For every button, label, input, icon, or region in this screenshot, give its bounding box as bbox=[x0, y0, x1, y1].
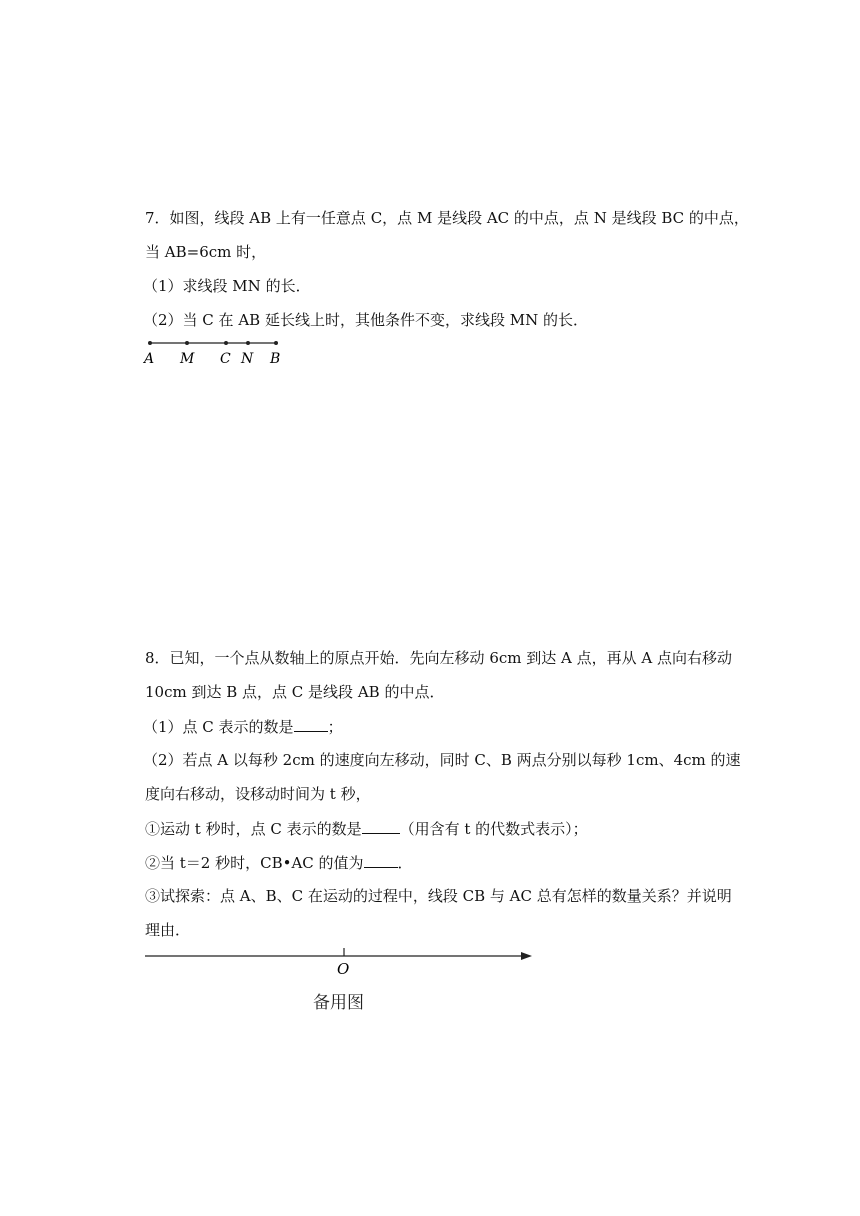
q8-sub1-text: ①运动 t 秒时，点 C 表示的数是 bbox=[145, 820, 362, 838]
spare-figure-caption: 备用图 bbox=[313, 993, 364, 1013]
q8-sub2-text: ②当 t＝2 秒时，CB•AC 的值为 bbox=[145, 854, 364, 872]
point-c-dot bbox=[224, 341, 228, 345]
q8-sub2-end: ． bbox=[397, 854, 413, 872]
q8-part2-line2: 度向右移动，设移动时间为 t 秒， bbox=[145, 785, 371, 803]
q8-sub3-line1: ③试探索：点 A、B、C 在运动的过程中，线段 CB 与 AC 总有怎样的数量关系？并说明 bbox=[145, 887, 732, 905]
q8-stem-line2: 10cm 到达 B 点，点 C 是线段 AB 的中点． bbox=[145, 683, 445, 701]
label-n: N bbox=[241, 351, 254, 367]
q7-part1: （1）求线段 MN 的长． bbox=[143, 277, 311, 295]
q7-stem-line2: 当 AB=6cm 时， bbox=[145, 243, 267, 261]
q8-sub3-line2: 理由． bbox=[145, 921, 191, 939]
point-m-dot bbox=[185, 341, 189, 345]
q8-sub1-end: （用含有 t 的代数式表示）； bbox=[399, 820, 588, 838]
answer-blank-1[interactable] bbox=[294, 716, 328, 732]
q8-sub2 bbox=[145, 852, 413, 873]
label-c: C bbox=[220, 351, 231, 367]
q7-part2: （2）当 C 在 AB 延长线上时，其他条件不变，求线段 MN 的长． bbox=[143, 311, 588, 329]
answer-blank-2[interactable] bbox=[362, 818, 400, 834]
arrow-right-icon bbox=[521, 952, 532, 960]
answer-blank-3[interactable] bbox=[364, 852, 398, 868]
q7-segment-figure bbox=[140, 334, 300, 370]
q8-part1-end: ； bbox=[327, 718, 343, 736]
q7-stem-line1: 7．如图，线段 AB 上有一任意点 C，点 M 是线段 AC 的中点，点 N 是线段 BC 的中点， bbox=[145, 209, 749, 227]
label-m: M bbox=[180, 351, 195, 367]
label-a: A bbox=[144, 351, 155, 367]
origin-label: O bbox=[337, 960, 350, 978]
q8-part2-line1: （2）若点 A 以每秒 2cm 的速度向左移动，同时 C、B 两点分别以每秒 1cm、4cm 的速 bbox=[143, 751, 741, 769]
point-a-dot bbox=[148, 341, 152, 345]
point-b-dot bbox=[274, 341, 278, 345]
label-b: B bbox=[270, 351, 281, 367]
point-n-dot bbox=[246, 341, 250, 345]
q8-part1-text: （1）点 C 表示的数是 bbox=[143, 718, 294, 736]
number-line-figure bbox=[140, 940, 540, 980]
q8-part1 bbox=[143, 716, 343, 737]
q8-sub1 bbox=[145, 818, 588, 839]
q8-stem-line1: 8．已知，一个点从数轴上的原点开始．先向左移动 6cm 到达 A 点，再从 A 点向右移动 bbox=[145, 649, 732, 667]
